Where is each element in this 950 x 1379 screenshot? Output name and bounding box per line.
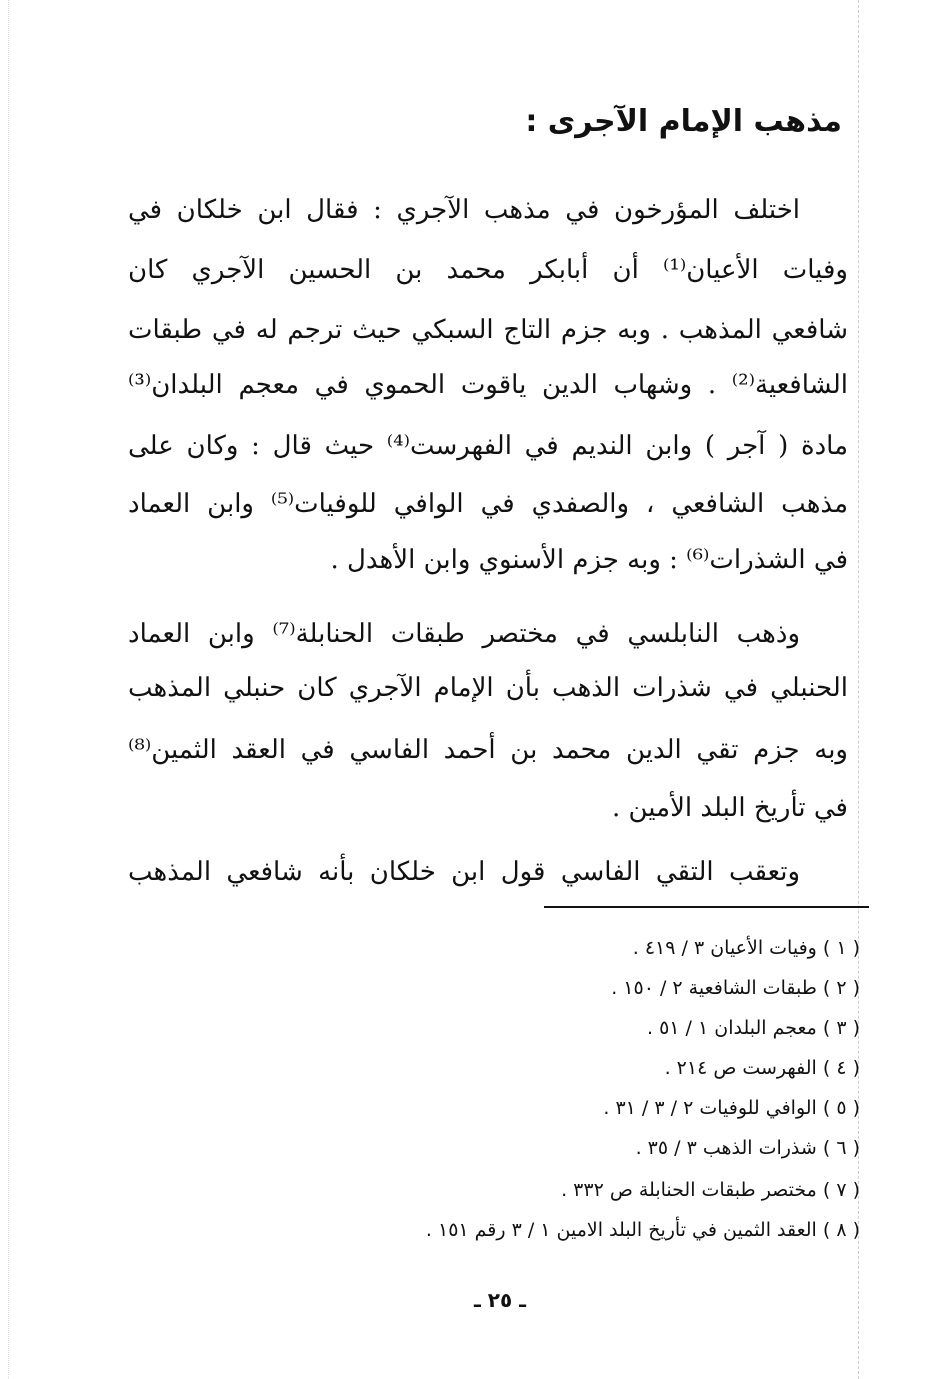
footnote-7: ( ٧ ) مختصر طبقات الحنابلة ص ٣٣٢ . [561,1179,860,1201]
page-number: ـ ٢٥ ـ [473,1288,527,1312]
paragraph-2-line-4: في تأريخ البلد الأمين . [611,793,848,823]
paragraph-2-line-2: الحنبلي في شذرات الذهب بأن الإمام الآجري كان حنبلي المذهب [128,673,848,703]
footnote-4: ( ٤ ) الفهرست ص ٢١٤ . [664,1057,860,1079]
footnote-1: ( ١ ) وفيات الأعيان ٣ / ٤١٩ . [632,937,860,959]
footnote-8: ( ٨ ) العقد الثمين في تأريخ البلد الامين ١ / ٣ رقم ١٥١ . [425,1219,860,1241]
footnote-2: ( ٢ ) طبقات الشافعية ٢ / ١٥٠ . [611,977,860,999]
paragraph-2-line-1: وذهب النابلسي في مختصر طبقات الحنابلة⁽⁷⁾ وابن العماد [128,619,800,649]
paragraph-2-line-3: وبه جزم تقي الدين محمد بن أحمد الفاسي في العقد الثمين⁽⁸⁾ [128,735,848,765]
footnote-3: ( ٣ ) معجم البلدان ١ / ٥١ . [646,1017,860,1039]
footnote-5: ( ٥ ) الوافي للوفيات ٢ / ٣ / ٣١ . [603,1097,860,1119]
paragraph-3-line-1: وتعقب التقي الفاسي قول ابن خلكان بأنه شافعي المذهب [128,857,800,887]
paragraph-1-line-6: مذهب الشافعي ، والصفدي في الوافي للوفيات⁽⁵⁾ وابن العماد [128,489,848,519]
paragraph-1-line-7: في الشذرات⁽⁶⁾ : وبه جزم الأسنوي وابن الأهدل . [330,545,848,575]
scan-edge-right [858,0,859,1379]
footnote-separator [544,906,869,908]
paragraph-1-line-2: وفيات الأعيان⁽¹⁾ أن أبابكر محمد بن الحسين الآجري كان [128,255,848,285]
paragraph-1-line-3: شافعي المذهب . وبه جزم التاج السبكي حيث ترجم له في طبقات [128,315,848,345]
paragraph-1-line-5: مادة ( آجر ) وابن النديم في الفهرست⁽⁴⁾ حيث قال : وكان على [128,431,848,461]
scan-edge-left [8,0,9,1379]
footnote-6: ( ٦ ) شذرات الذهب ٣ / ٣٥ . [635,1137,860,1159]
paragraph-1-line-4: الشافعية⁽²⁾ . وشهاب الدين ياقوت الحموي في معجم البلدان⁽³⁾ [128,370,848,400]
paragraph-1-line-1: اختلف المؤرخون في مذهب الآجري : فقال ابن خلكان في [128,195,800,225]
section-heading: مذهب الإمام الآجرى : [525,104,842,139]
